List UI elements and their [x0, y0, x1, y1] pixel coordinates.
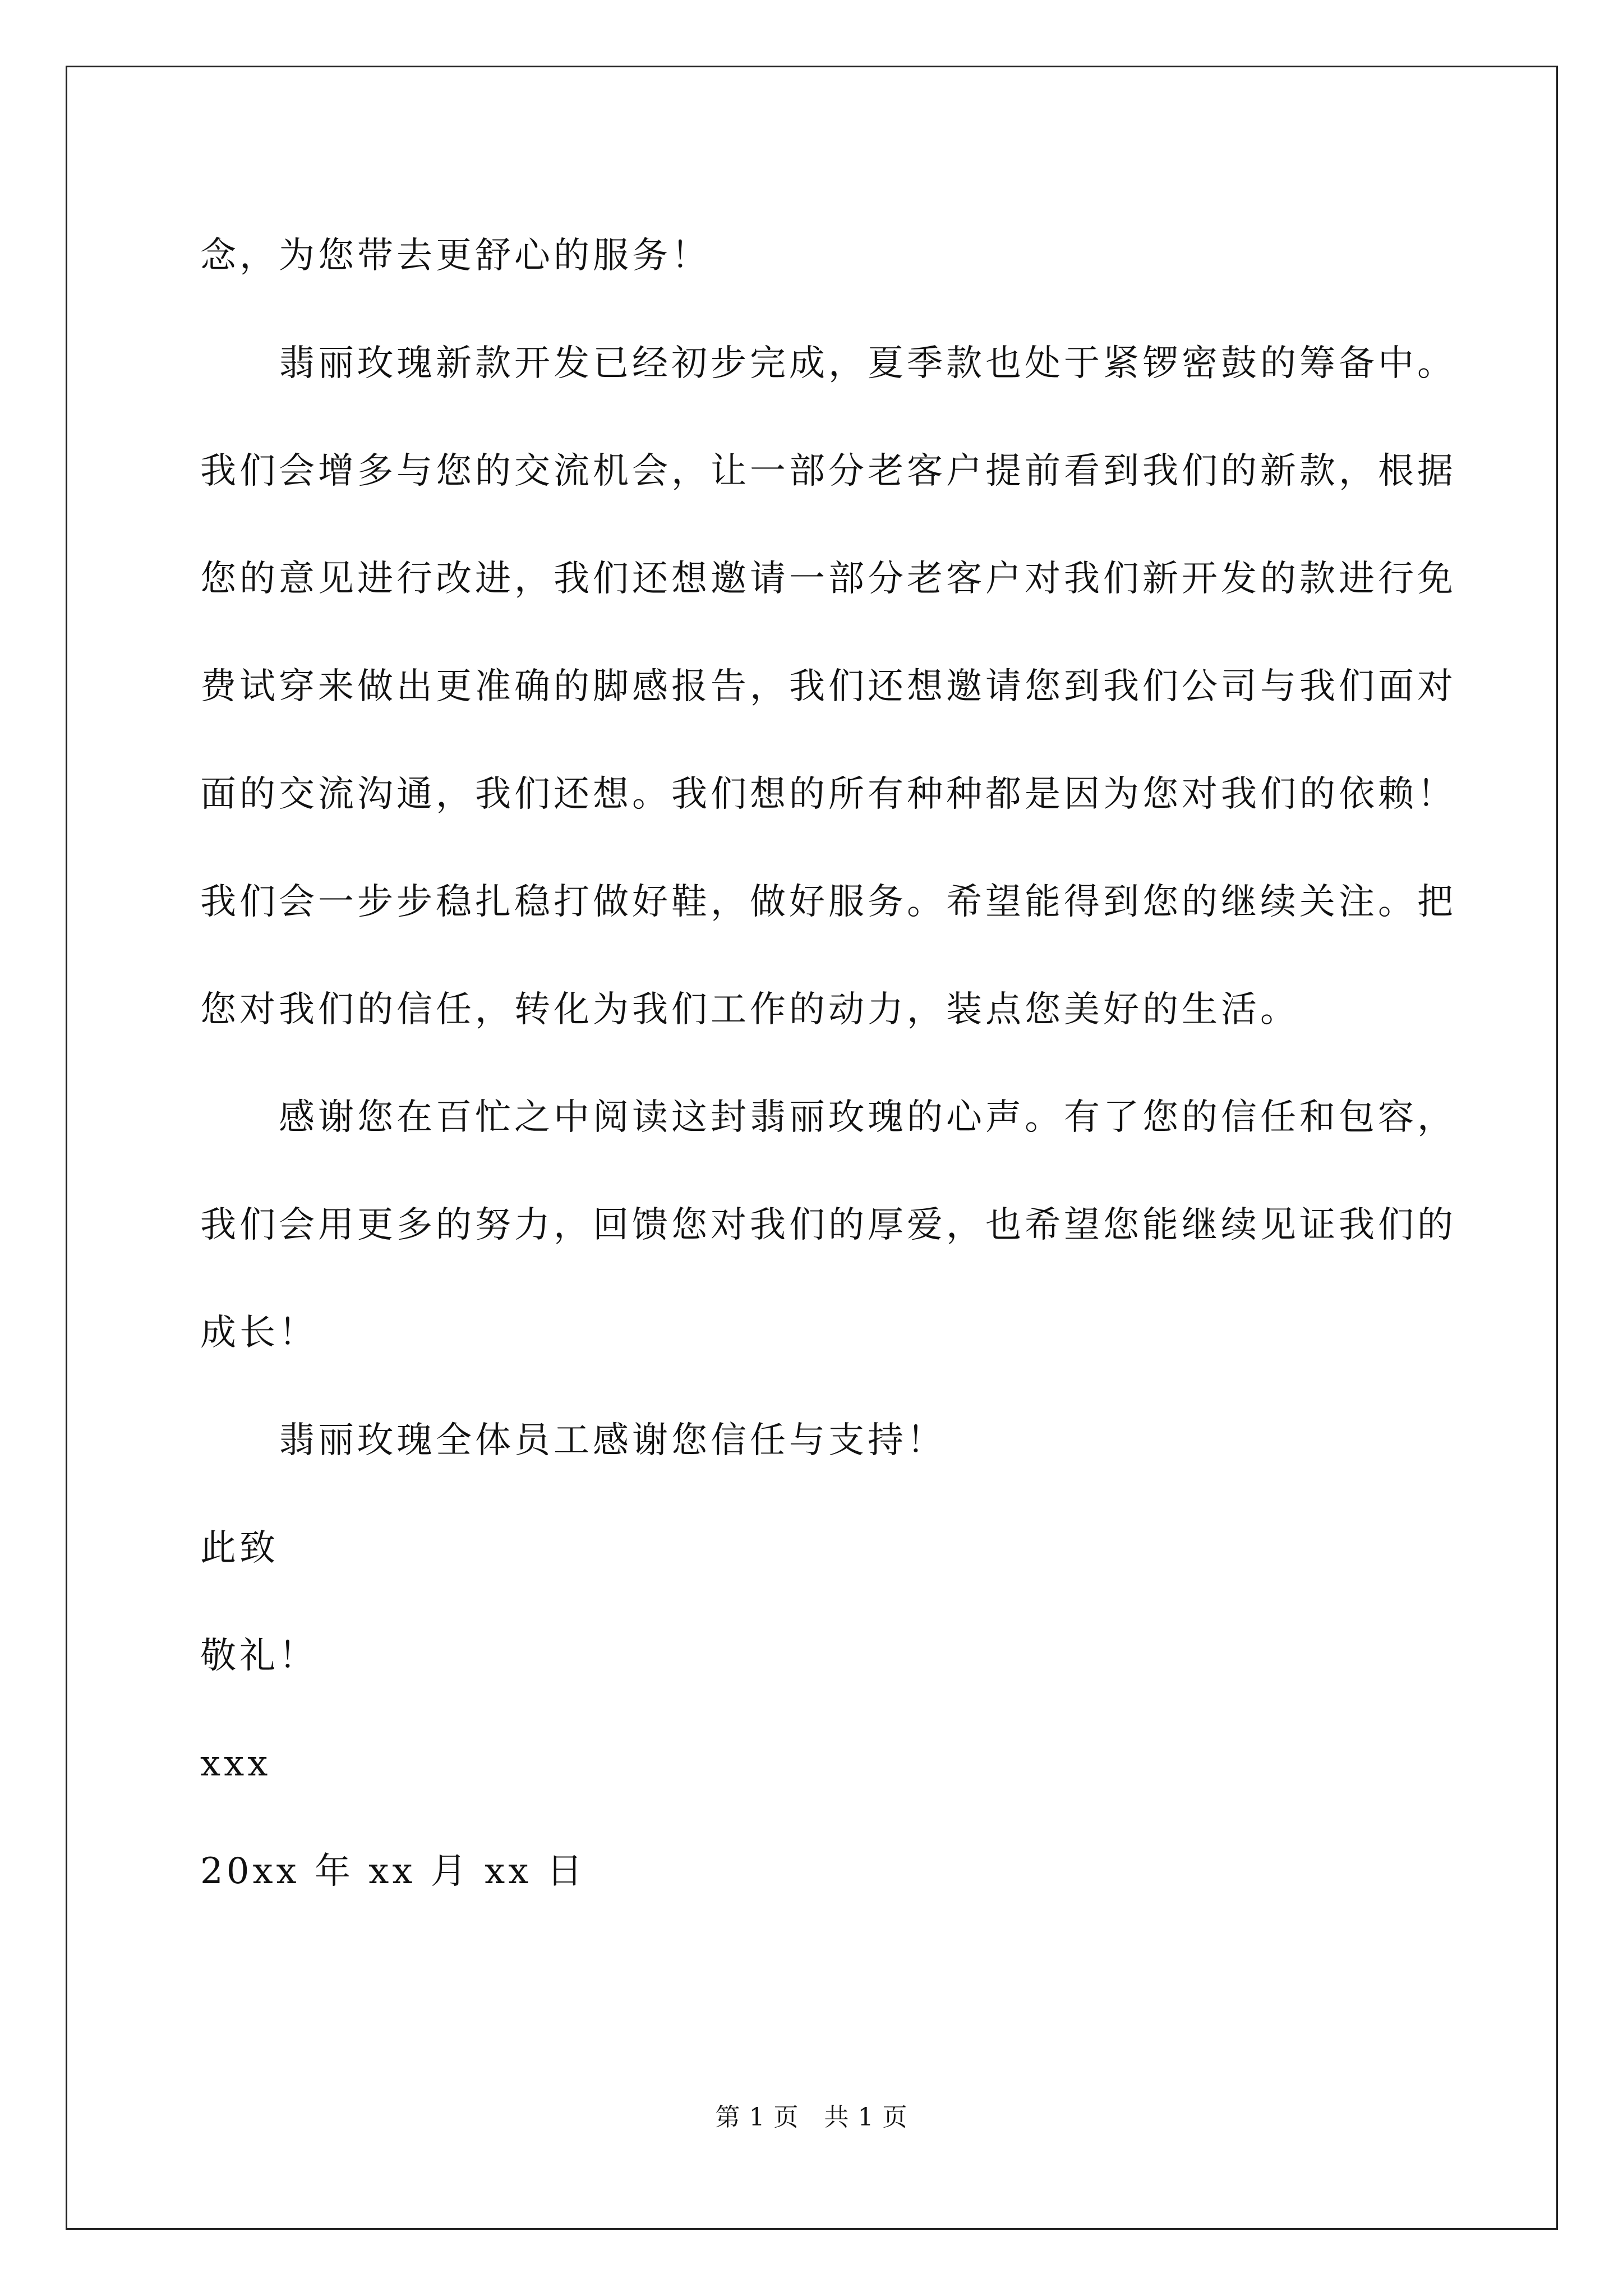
paragraph-staff-thanks: 翡丽玫瑰全体员工感谢您信任与支持！ — [279, 1420, 946, 1461]
paragraph-opening-fragment: 念，为您带去更舒心的服务！ — [200, 235, 711, 277]
signature-name: xxx — [200, 1743, 271, 1784]
document-body — [200, 202, 1468, 1925]
closing-cizhi: 此致 — [200, 1527, 279, 1569]
paragraph-new-styles: 翡丽玫瑰新款开发已经初步完成，夏季款也处于紧锣密鼓的筹备中。我们会增多与您的交流机会，让一部分老客户提前看到我们的新款，根据您的意见进行改进，我们还想邀请一部分老客户对我们新开发的款进行免费试穿来做出更准确的脚感报告，我们还想邀请您到我们公司与我们面对面的交流沟通，我们还想。我们想的所有种种都是因为您对我们的依赖！我们会一步步稳扎稳打做好鞋，做好服务。希望能得到您的继续关注。把您对我们的信任，转化为我们工作的动力，装点您美好的生活。 — [200, 343, 1456, 1030]
page-footer: 第 1 页 共 1 页 — [715, 2103, 908, 2132]
closing-jingli: 敬礼！ — [200, 1635, 318, 1677]
paragraph-thanks: 感谢您在百忙之中阅读这封翡丽玫瑰的心声。有了您的信任和包容，我们会用更多的努力，回馈您对我们的厚爱，也希望您能继续见证我们的成长！ — [200, 1097, 1456, 1354]
signature-date: 20xx 年 xx 月 xx 日 — [200, 1851, 586, 1892]
